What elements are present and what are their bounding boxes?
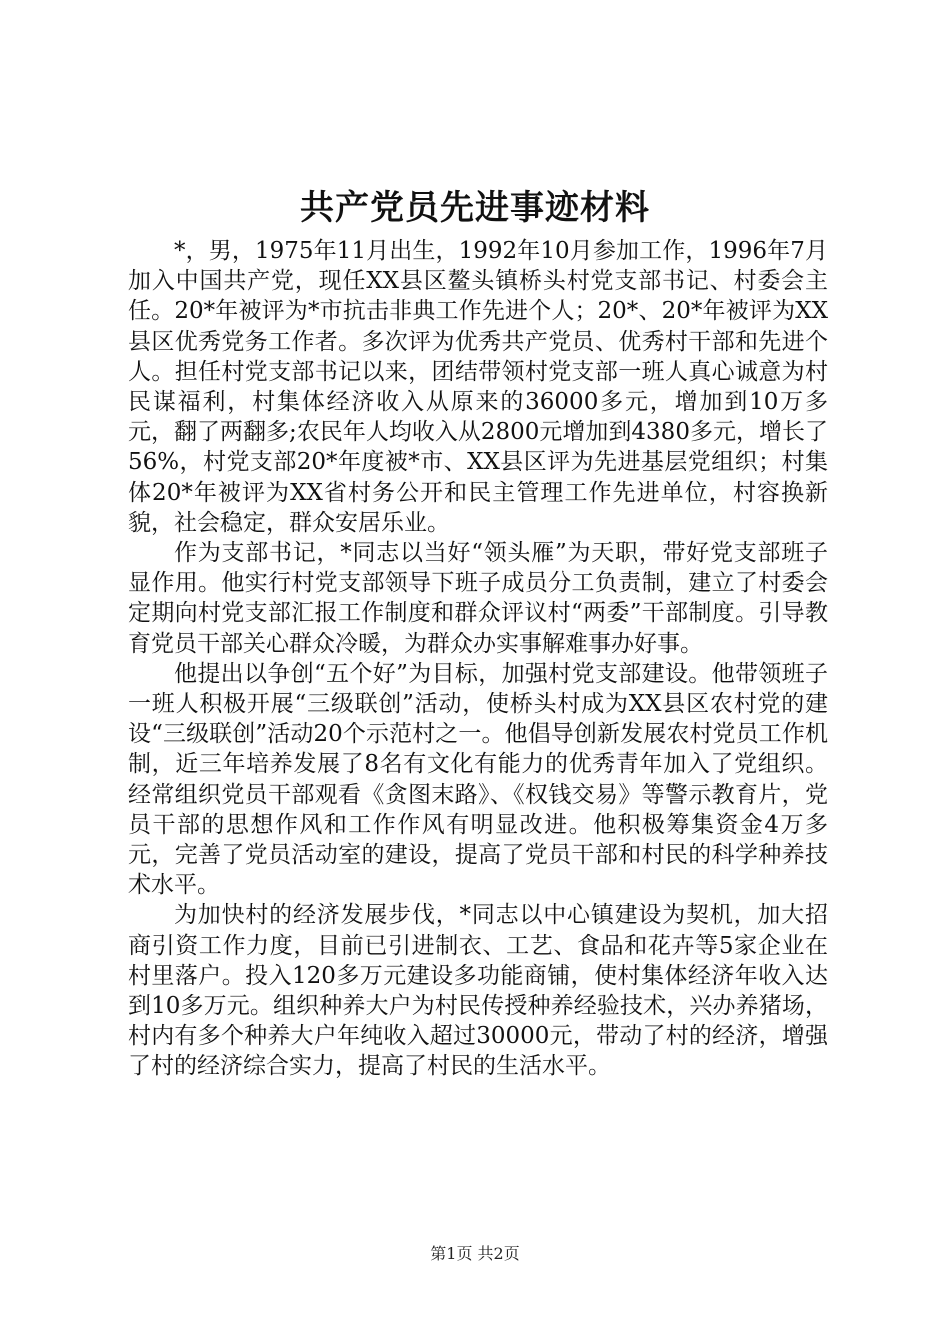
paragraph-4: 为加快村的经济发展步伐，*同志以中心镇建设为契机，加大招商引资工作力度，目前已引进制衣、工艺、食品和花卉等5家企业在村里落户。投入120多万元建设多功能商铺，使村集体经济年收入达到10多万元。组织种养大户为村民传授种养经验技术，兴办养猪场，村内有多个种养大户年纯收入超过30000元，带动了村的经济，增强了村的经济综合实力，提高了村民的生活水平。 xyxy=(128,902,828,1080)
document-title: 共产党员先进事迹材料 xyxy=(300,188,650,228)
paragraph-3: 他提出以争创“五个好”为目标，加强村党支部建设。他带领班子一班人积极开展“三级联创”活动，使桥头村成为XX县区农村党的建设“三级联创”活动20个示范村之一。他倡导创新发展农村党员工作机制，近三年培养发展了8名有文化有能力的优秀青年加入了党组织。经常组织党员干部观看《贪图末路》、《权钱交易》等警示教育片，党员干部的思想作风和工作作风有明显改进。他积极筹集资金4万多元，完善了党员活动室的建设，提高了党员干部和村民的科学种养技术水平。 xyxy=(128,660,828,899)
paragraph-1: *，男，1975年11月出生，1992年10月参加工作，1996年7月加入中国共产党，现任XX县区鳌头镇桥头村党支部书记、村委会主任。20*年被评为*市抗击非典工作先进个人；20*、20*年被评为XX县区优秀党务工作者。多次评为优秀共产党员、优秀村干部和先进个人。担任村党支部书记以来，团结带领村党支部一班人真心诚意为村民谋福利，村集体经济收入从原来的36000多元，增加到10万多元，翻了两翻多;农民年人均收入从2800元增加到4380多元，增长了56%，村党支部20*年度被*市、XX县区评为先进基层党组织；村集体20*年被评为XX省村务公开和民主管理工作先进单位，村容换新貌，社会稳定，群众安居乐业。 xyxy=(128,238,828,536)
document-body xyxy=(128,236,828,1082)
paragraph-2: 作为支部书记，*同志以当好“领头雁”为天职，带好党支部班子显作用。他实行村党支部领导下班子成员分工负责制，建立了村委会定期向村党支部汇报工作制度和群众评议村“两委”干部制度。引导教育党员干部关心群众冷暖，为群众办实事解难事办好事。 xyxy=(128,540,828,657)
page-number-footer: 第1页 共2页 xyxy=(430,1244,520,1263)
